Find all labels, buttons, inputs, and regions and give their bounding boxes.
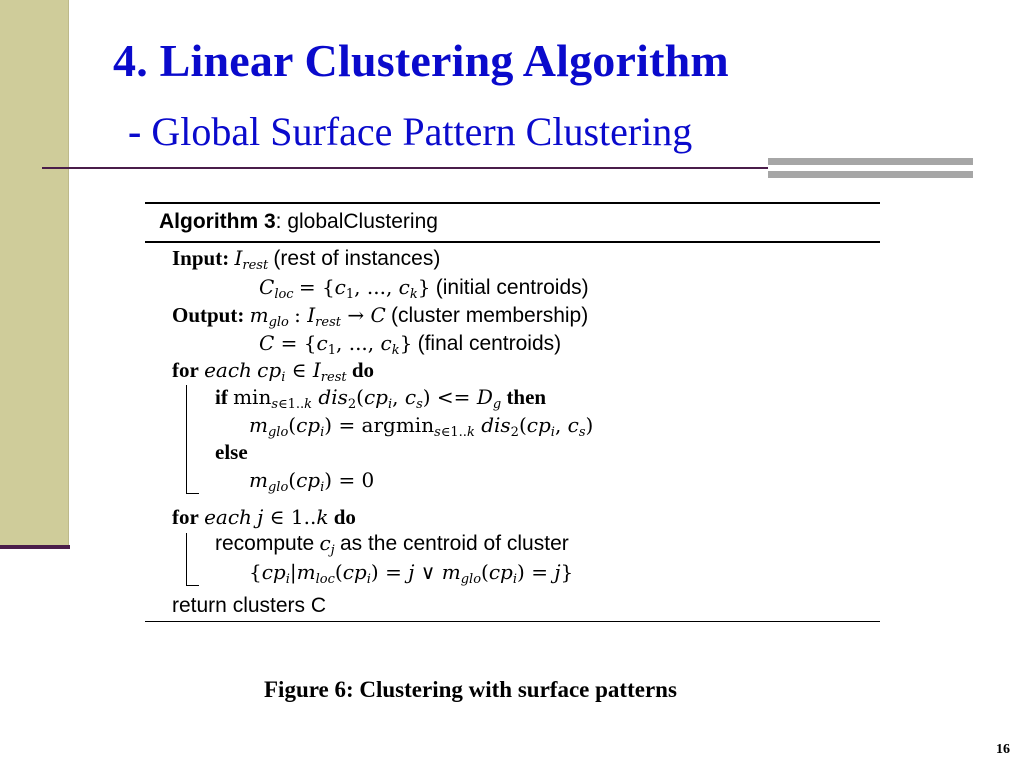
for2-each: each <box>204 505 252 529</box>
if-condition: $\min_{s\in 1..k} dis_2(cp_i$, $c_s) <= D_g$ <box>233 385 502 412</box>
cloc-set: = {$c_1$, ..., $c_k$} <box>298 275 431 302</box>
slide-subtitle <box>128 108 692 155</box>
c-description: (final centroids) <box>417 332 562 355</box>
title-underline <box>42 167 862 169</box>
for2-do: do <box>333 505 356 529</box>
cloc-description: (initial centroids) <box>435 276 589 299</box>
subtitle-text: Global Surface Pattern Clustering <box>151 109 693 154</box>
algorithm-bottom-rule <box>145 621 880 622</box>
for1-keyword: for <box>172 358 199 382</box>
for1-scope-bracket <box>186 385 199 494</box>
return-line: return clusters C <box>172 594 327 617</box>
recompute-variable: $c_j$ <box>319 531 335 558</box>
assign1-expression: $m_{glo}(cp_i) = argmin_{s\in 1..k}$ $dis_2(cp_i$, $c_s$) <box>249 413 594 440</box>
output-keyword: Output <box>172 303 238 327</box>
for2-scope-bracket <box>186 533 199 586</box>
sidebar-panel <box>0 0 69 547</box>
output-variable: $m_{glo}$ <box>249 303 289 330</box>
input-variable: $I_{rest}$ <box>234 246 269 273</box>
algorithm-box <box>145 202 880 623</box>
sidebar-divider <box>0 545 70 549</box>
cloc-variable: $C_{loc}$ <box>259 275 294 302</box>
cluster-set-expression: {$cp_i|m_{loc}(cp_i) = j$ ∨ $m_{glo}(cp_i) = j$} <box>249 560 574 587</box>
for1-expression: $cp_i$ ∈ $I_{rest}$ <box>257 358 347 385</box>
for1-each: each <box>204 358 252 382</box>
c-set: $C = \{c_1$, ..., $c_k$} <box>259 331 413 358</box>
assign-line-1 <box>249 412 593 446</box>
recompute-suffix: as the centroid of cluster <box>339 532 569 555</box>
for-loop-2 <box>172 504 356 530</box>
assign-line-2 <box>249 467 374 501</box>
for1-do: do <box>351 358 375 382</box>
recompute-prefix: recompute <box>215 532 315 555</box>
slide-title: 4. Linear Clustering Algorithm <box>113 35 729 86</box>
output-colon: : <box>237 303 245 327</box>
algorithm-header-rule <box>145 241 880 243</box>
accent-bar <box>768 158 973 178</box>
if-keyword: if <box>215 385 228 409</box>
input-colon: : <box>222 246 230 270</box>
algorithm-label: Algorithm 3 <box>159 210 276 233</box>
algorithm-header <box>159 210 438 234</box>
for2-expression: j ∈ 1..k <box>257 505 329 529</box>
output-mapping: : $I_{rest} \to C$ <box>294 303 386 330</box>
algorithm-top-rule <box>145 202 880 204</box>
output-description: (cluster membership) <box>391 304 589 327</box>
cluster-set-line <box>249 559 573 593</box>
input-keyword: Input <box>172 246 223 270</box>
figure-caption: Figure 6: Clustering with surface patterns <box>264 677 677 702</box>
algorithm-name: : globalClustering <box>275 210 438 233</box>
input-description: (rest of instances) <box>273 247 441 270</box>
for2-keyword: for <box>172 505 199 529</box>
then-keyword: then <box>506 385 547 409</box>
subtitle-dash: - <box>128 109 142 154</box>
else-keyword: else <box>215 440 248 464</box>
assign2-expression: $m_{glo}(cp_i) = 0$ <box>249 468 375 495</box>
else-line <box>215 439 248 465</box>
page-number: 16 <box>996 742 1010 757</box>
